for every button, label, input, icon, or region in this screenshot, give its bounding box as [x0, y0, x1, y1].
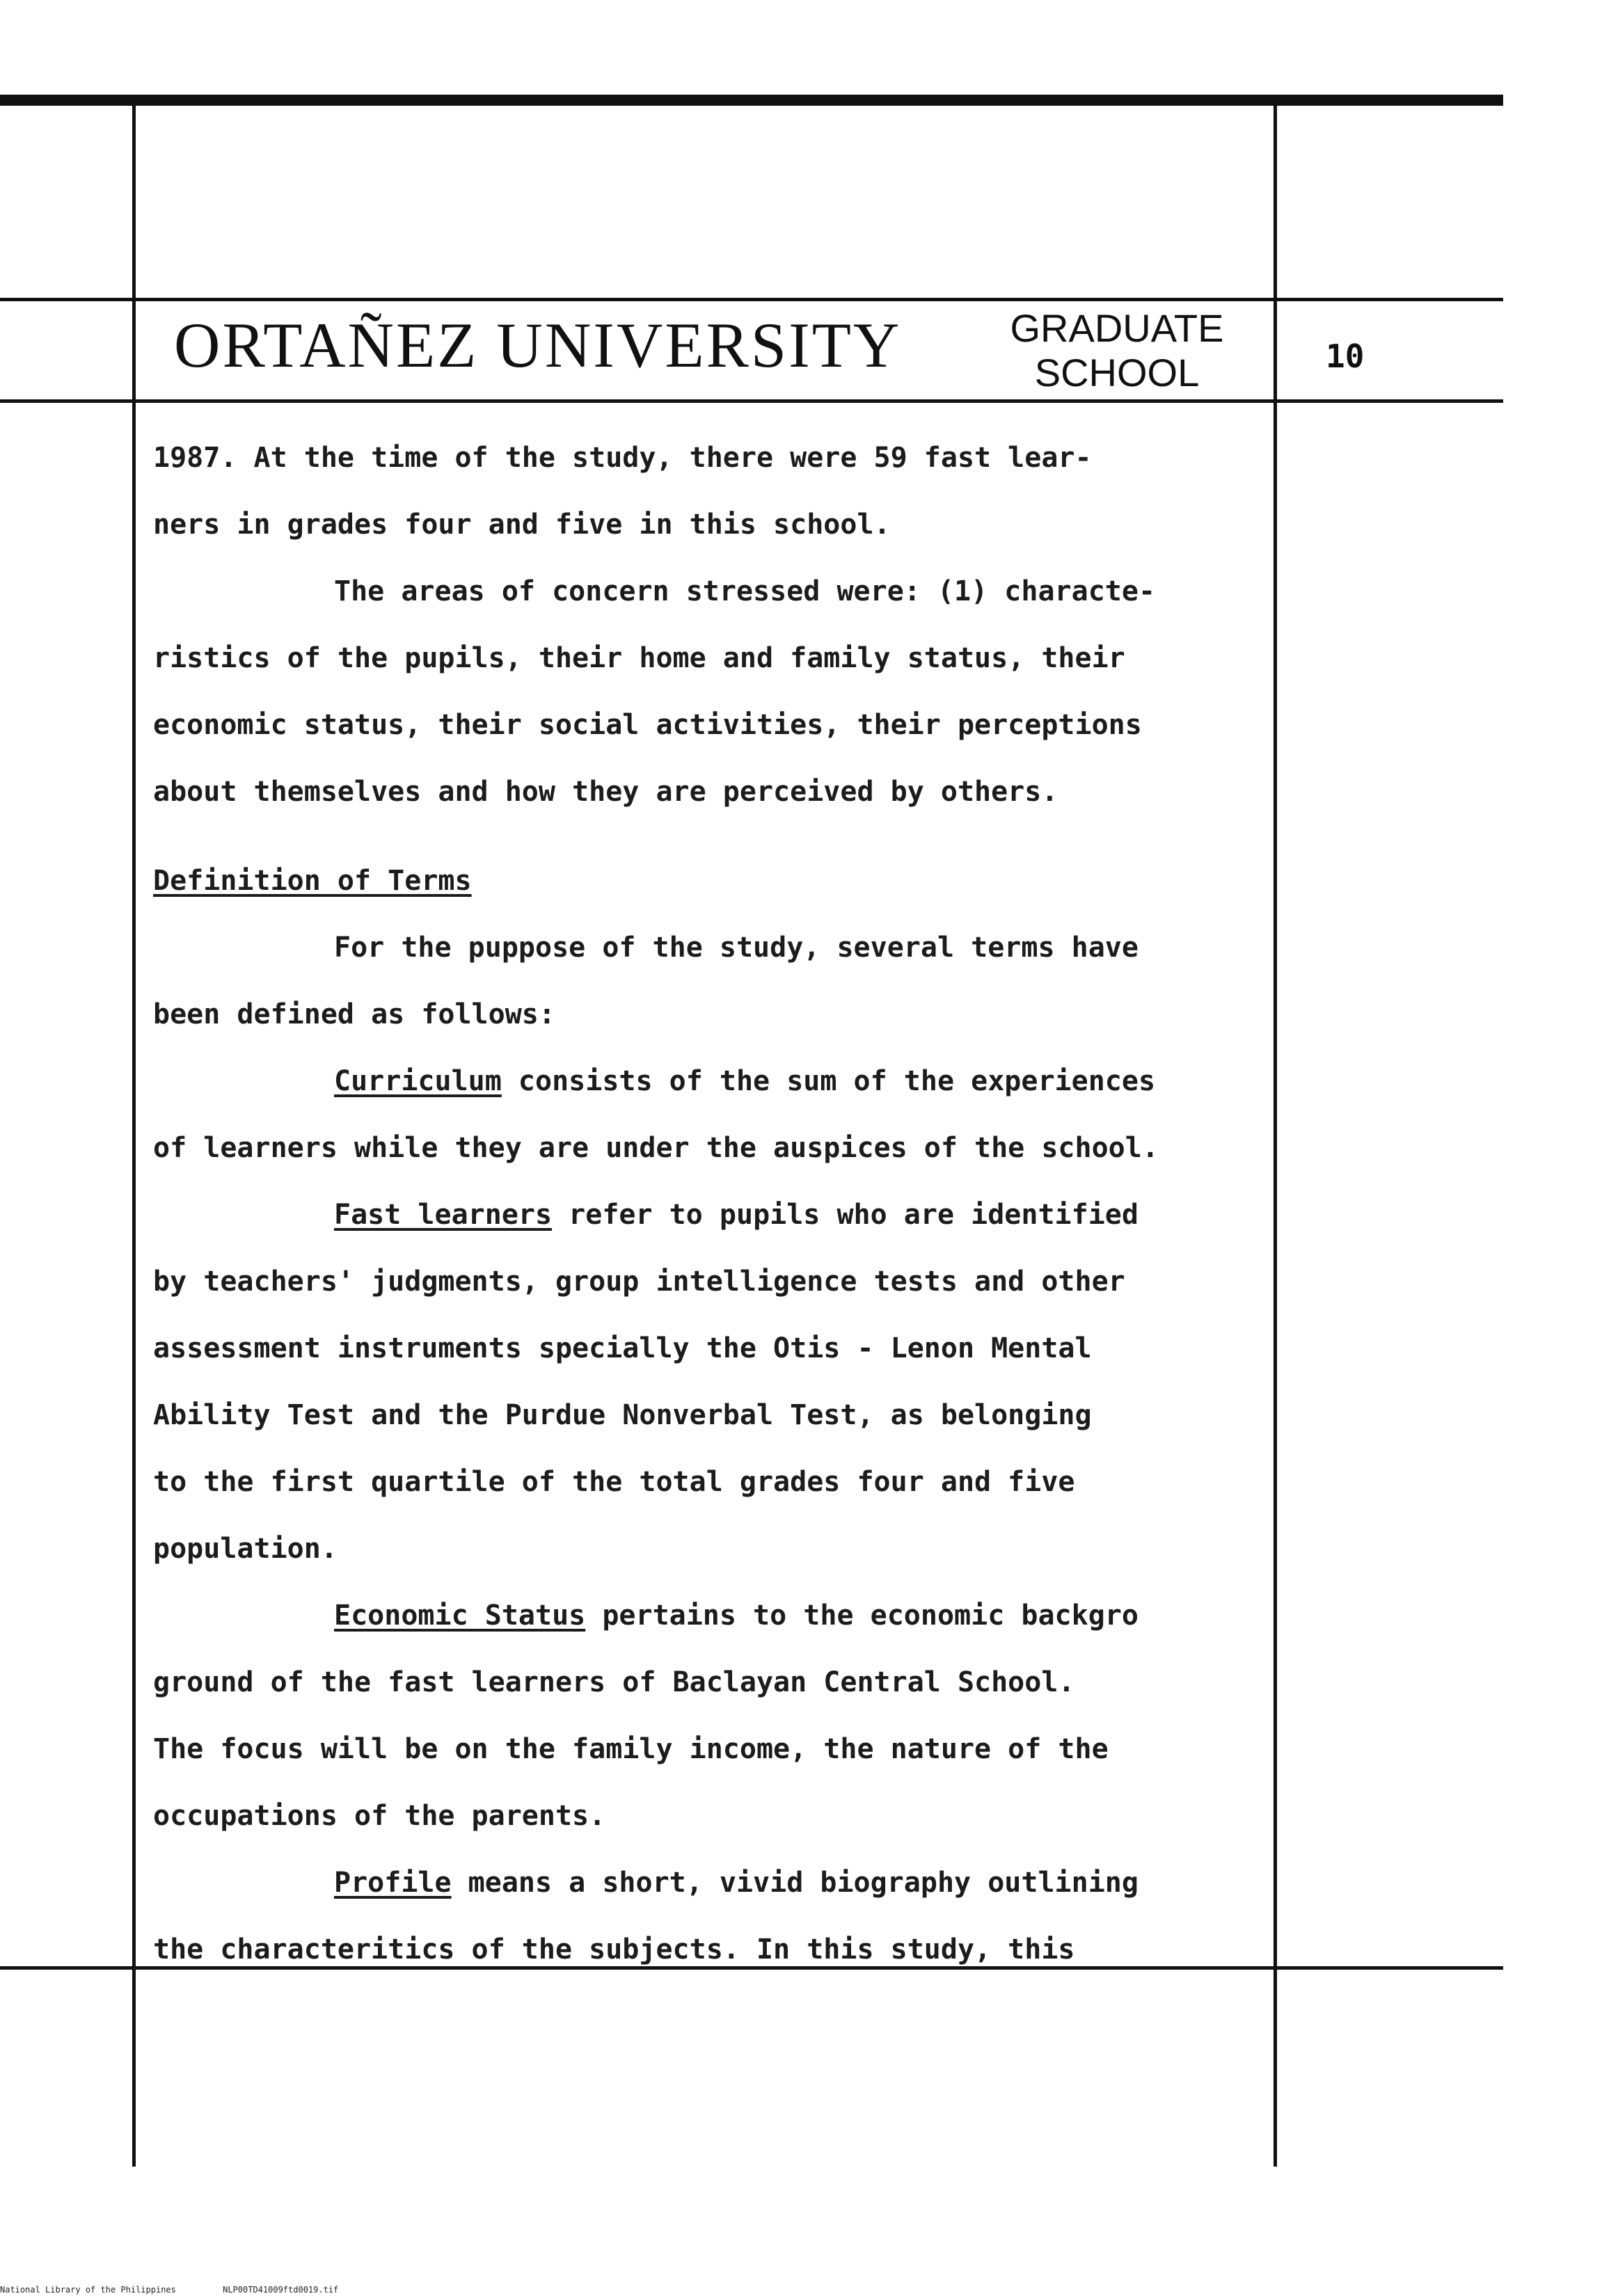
university-name: ORTAÑEZ UNIVERSITY — [174, 310, 902, 381]
library-credit: National Library of the Philippines — [0, 2285, 176, 2295]
term-profile: Profile — [334, 1867, 452, 1899]
body-line: ground of the fast learners of Baclayan Central School. — [153, 1666, 1075, 1698]
header-bottom-rule — [0, 399, 1503, 403]
body-line: about themselves and how they are perceived by others. — [153, 776, 1058, 808]
definition-text: means a short, vivid biography outlining — [451, 1867, 1139, 1899]
body-line: ners in grades four and five in this school. — [153, 509, 891, 541]
body-line: to the first quartile of the total grades four and five — [153, 1466, 1075, 1498]
body-line: ristics of the pupils, their home and family status, their — [153, 642, 1125, 674]
page-body — [153, 424, 1280, 1983]
body-line: The focus will be on the family income, the nature of the — [153, 1733, 1109, 1765]
definition-text: consists of the sum of the experiences — [501, 1065, 1156, 1097]
left-margin-line — [132, 106, 136, 2167]
definition-text: pertains to the economic backgro — [585, 1600, 1139, 1632]
file-id: NLP00TD41009ftd0019.tif — [223, 2285, 339, 2295]
page-number: 10 — [1326, 337, 1365, 375]
definition-economic-status — [153, 1582, 1280, 1649]
header-top-rule — [0, 298, 1503, 301]
body-line: occupations of the parents. — [153, 1800, 606, 1832]
body-line: by teachers' judgments, group intelligence tests and other — [153, 1266, 1125, 1298]
body-line: of learners while they are under the auspices of the school. — [153, 1132, 1159, 1164]
body-line: been defined as follows: — [153, 998, 555, 1030]
definition-text: refer to pupils who are identified — [552, 1199, 1139, 1231]
definition-fast-learners — [153, 1181, 1280, 1248]
term-curriculum: Curriculum — [334, 1065, 502, 1097]
scan-footer — [0, 2285, 380, 2295]
section-heading-text: Definition of Terms — [153, 865, 472, 897]
school-label: SCHOOL — [1034, 351, 1200, 394]
body-line: the characteritics of the subjects. In this study, this — [153, 1934, 1075, 1966]
section-heading — [153, 847, 1280, 914]
body-line: For the puppose of the study, several terms have — [334, 932, 1139, 964]
definition-profile — [153, 1849, 1280, 1916]
term-economic-status: Economic Status — [334, 1600, 586, 1632]
top-border — [0, 95, 1503, 106]
body-line: population. — [153, 1533, 338, 1565]
body-line: Ability Test and the Purdue Nonverbal Test, as belonging — [153, 1399, 1092, 1431]
term-fast-learners: Fast learners — [334, 1199, 553, 1231]
body-line: The areas of concern stressed were: (1) characte- — [334, 575, 1156, 607]
body-line: assessment instruments specially the Otis - Lenon Mental — [153, 1332, 1092, 1364]
body-line: economic status, their social activities, their perceptions — [153, 709, 1142, 741]
graduate-school-label — [988, 306, 1246, 395]
definition-curriculum — [153, 1048, 1280, 1115]
body-line: 1987. At the time of the study, there were 59 fast lear- — [153, 442, 1092, 474]
graduate-label: GRADUATE — [1010, 306, 1224, 350]
